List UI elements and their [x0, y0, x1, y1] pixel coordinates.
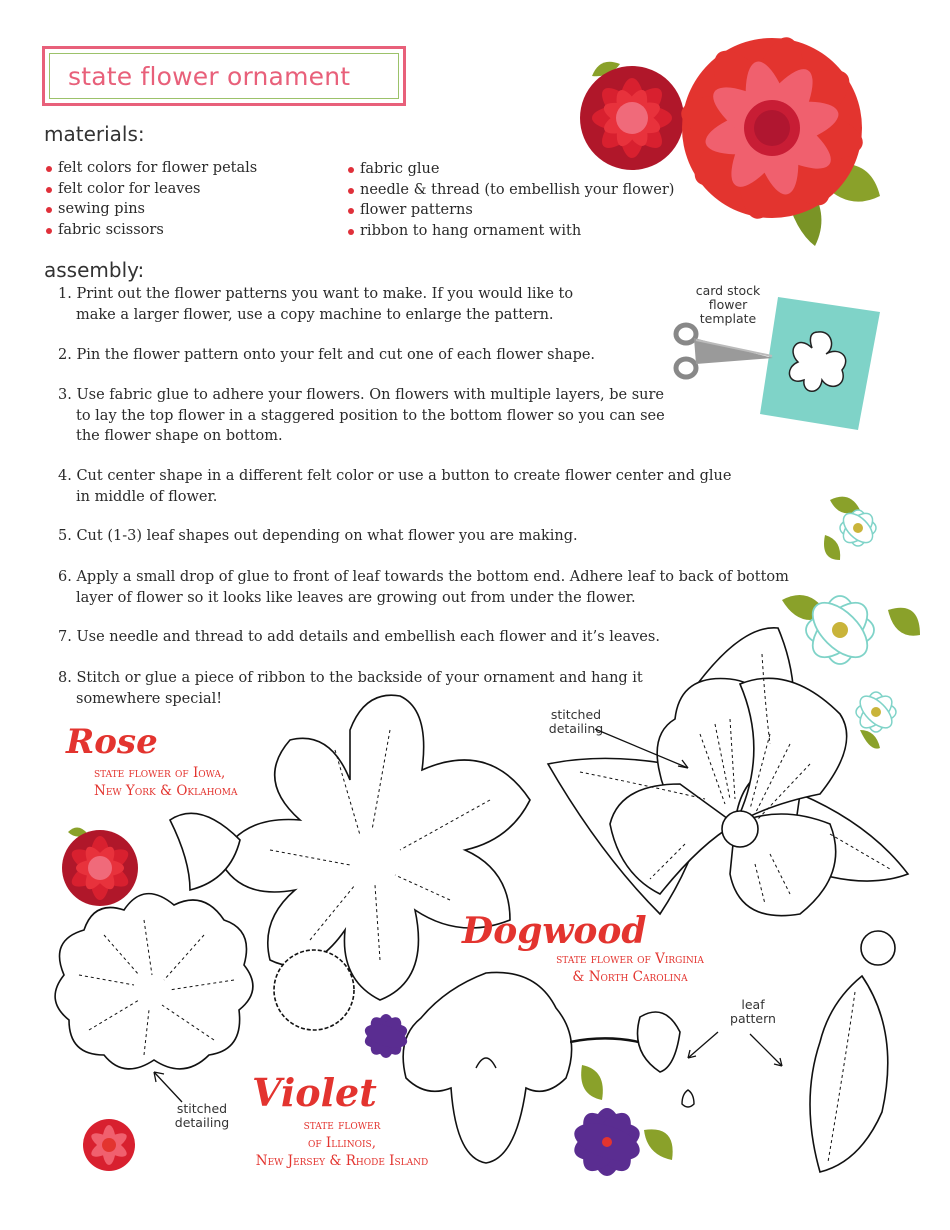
stitched-note-bottom: stitched detailing	[174, 1101, 230, 1130]
rose-states: state flower of Iowa, New York & Oklahoma	[94, 765, 238, 799]
red-flowers-illustration	[570, 36, 890, 248]
materials-heading: materials:	[44, 122, 145, 146]
step-7: 7. Use needle and thread to add details and embellish each flower and it’s leaves.	[58, 629, 660, 645]
title-inner-frame	[49, 53, 399, 99]
material-item: ribbon to hang ornament with	[346, 221, 674, 242]
step-8: 8. Stitch or glue a piece of ribbon to the backside of your ornament and hang it somewhere special!	[58, 670, 643, 707]
stitched-note-top: stitched detailing	[548, 707, 604, 736]
assembly-heading: assembly:	[44, 258, 145, 282]
step-1: 1. Print out the flower patterns you want to make. If you would like to make a larger flower, use a copy machine to enlarge the pattern.	[58, 286, 574, 323]
dogwood-states: state flower of Virginia & North Carolina	[556, 951, 704, 985]
leaf-pattern-note: leaf pattern	[730, 997, 776, 1026]
material-item: fabric glue	[346, 159, 674, 180]
stitched-arrow-bottom	[148, 1066, 188, 1106]
dogwood-pattern	[540, 624, 910, 924]
violet-states: state flower of Illinois, New Jersey & Rhode Island	[255, 1117, 429, 1169]
violet-name: Violet	[252, 1070, 377, 1115]
material-item: sewing pins	[44, 199, 257, 220]
rose-name: Rose	[66, 722, 158, 762]
material-item: flower patterns	[346, 200, 674, 221]
step-6: 6. Apply a small drop of glue to front of leaf towards the bottom end. Adhere leaf to back of bottom layer of flower so it looks like leaves are growing out from under the flower.	[58, 569, 789, 606]
material-item: needle & thread (to embellish your flower)	[346, 180, 674, 201]
card-stock-note: card stock flower template	[695, 283, 761, 326]
page-title: state flower ornament	[68, 61, 351, 91]
step-3: 3. Use fabric glue to adhere your flowers. On flowers with multiple layers, be sure to lay the top flower in a staggered position to the bottom flower so you can see the flower shape on bottom.	[58, 387, 665, 444]
dogwood-name: Dogwood	[462, 910, 647, 952]
step-2: 2. Pin the flower pattern onto your felt and cut one of each flower shape.	[58, 347, 596, 363]
stitched-arrow-top	[590, 724, 700, 774]
violet-small-illustration	[356, 1006, 416, 1066]
material-item: felt color for leaves	[44, 179, 257, 200]
rose-sepal-pattern	[266, 942, 362, 1038]
dogwood-center-pattern	[858, 928, 898, 968]
rose-layer-pattern	[44, 880, 264, 1080]
step-5: 5. Cut (1-3) leaf shapes out depending on what flower you are making.	[58, 528, 578, 544]
material-item: fabric scissors	[44, 220, 257, 241]
title-frame	[42, 46, 406, 106]
rose-mini-flower	[78, 1116, 140, 1174]
materials-list-left	[44, 158, 257, 240]
step-4: 4. Cut center shape in a different felt color or use a button to create flower center and glue in middle of flower.	[58, 468, 732, 505]
material-item: felt colors for flower petals	[44, 158, 257, 179]
